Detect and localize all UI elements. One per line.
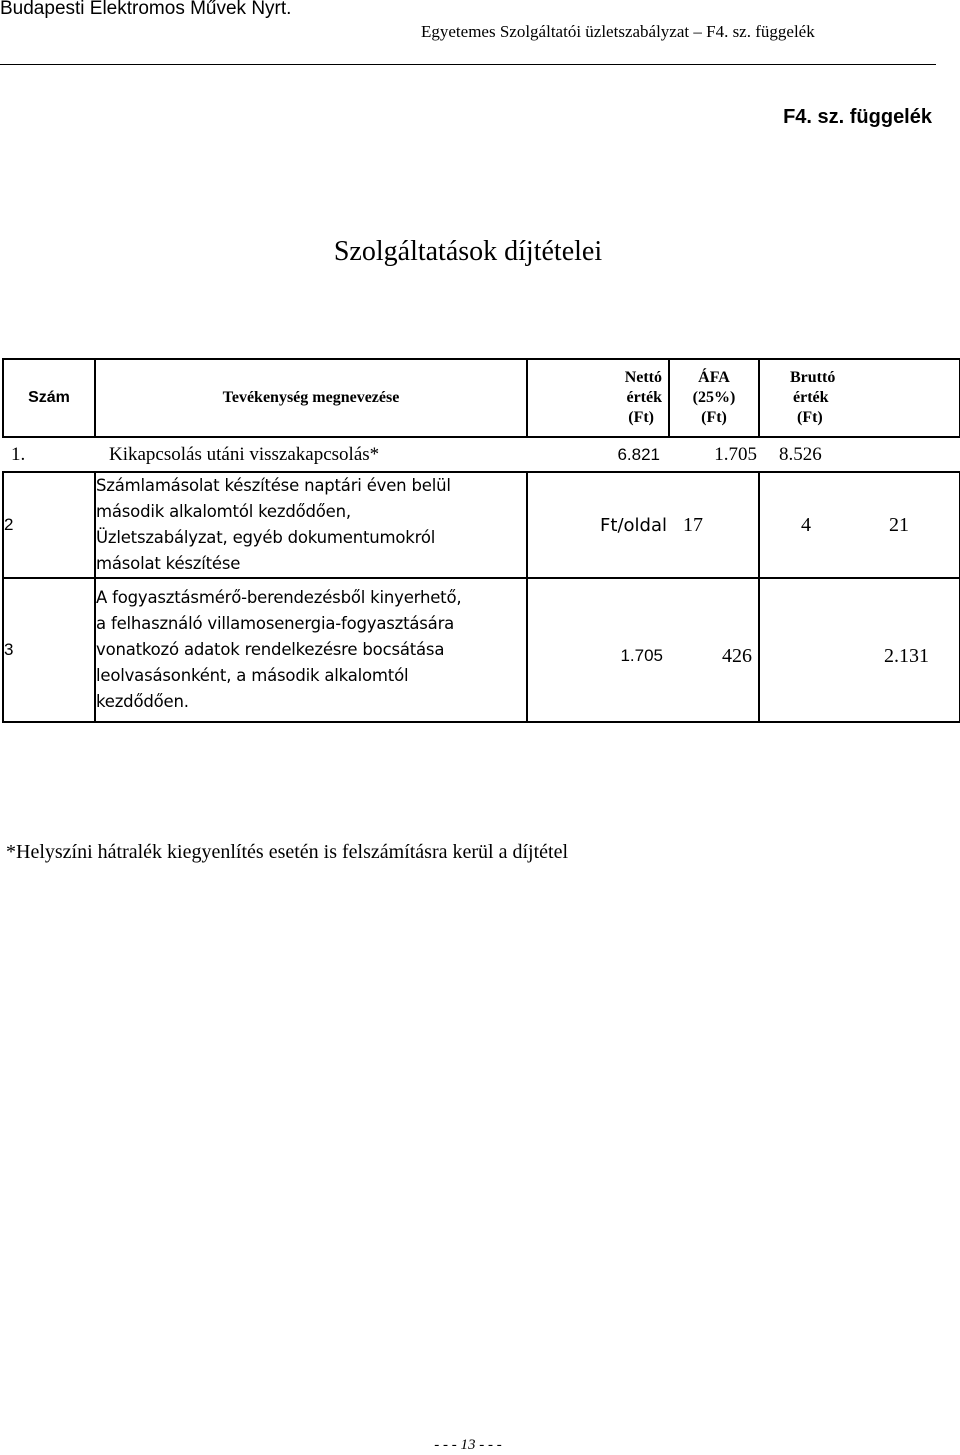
- row-net-value: 17: [669, 472, 759, 578]
- row-activity-line: Üzletszabályzat, egyéb dokumentumokról: [96, 528, 436, 547]
- header-net-line: (Ft): [628, 409, 654, 426]
- row-number: 3: [3, 578, 95, 722]
- row-unit: Ft/oldal: [527, 472, 669, 578]
- page-number: - - - 13 - - -: [434, 1437, 502, 1453]
- row-activity-line: második alkalomtól kezdődően,: [96, 502, 351, 521]
- table-header-row: [3, 359, 960, 437]
- appendix-label: F4. sz. függelék: [783, 106, 932, 128]
- table-row: [3, 578, 960, 722]
- row-gross-value: 21: [889, 513, 909, 536]
- page-title: Szolgáltatások díjtételei: [333, 236, 603, 267]
- table-row: [3, 472, 960, 578]
- row-vat-value: 1.705: [714, 443, 757, 465]
- header-divider: [0, 64, 936, 65]
- row-activity-line: Számlamásolat készítése naptári éven belül: [96, 476, 451, 495]
- row-activity-line: A fogyasztásmérő-berendezésből kinyerhető,: [96, 588, 462, 607]
- footnote: *Helyszíni hátralék kiegyenlítés esetén is felszámításra kerül a díjtétel: [6, 841, 569, 863]
- fees-table: [2, 358, 960, 723]
- header-activity: Tevékenység megnevezése: [95, 359, 527, 437]
- row-activity-line: másolat készítése: [96, 554, 241, 573]
- row-vat-value: 4: [801, 513, 811, 536]
- header-company: Budapesti Elektromos Művek Nyrt.: [0, 0, 292, 19]
- header-vat-line: ÁFA: [698, 369, 730, 386]
- header-net: [527, 359, 669, 437]
- row-net-value: 6.821: [617, 444, 660, 464]
- row-activity-line: vonatkozó adatok rendelkezésre bocsátása: [96, 640, 445, 659]
- header-vat-line: (25%): [692, 389, 736, 406]
- row-gross-value: 8.526: [779, 443, 822, 465]
- row-number: 1.: [11, 443, 26, 465]
- header-gross-line: érték: [793, 389, 829, 406]
- header-gross-line: Bruttó: [790, 369, 836, 386]
- row-vat-gross-values: [759, 472, 960, 578]
- row-activity: [95, 472, 527, 578]
- row-activity-line: kezdődően.: [96, 692, 189, 711]
- row-net-value: 1.705: [527, 578, 669, 722]
- row-number: 2: [3, 472, 95, 578]
- header-net-line: érték: [626, 389, 662, 406]
- row-activity-line: leolvasásonként, a második alkalomtól: [96, 666, 409, 685]
- table-row: [3, 437, 960, 472]
- header-vat-line: (Ft): [701, 409, 727, 426]
- row-activity: Kikapcsolás utáni visszakapcsolás*: [109, 443, 380, 465]
- header-gross-line: (Ft): [797, 409, 823, 426]
- header-document-title: Egyetemes Szolgáltatói üzletszabályzat – F4. sz. függelék: [421, 22, 815, 41]
- row-gross-value: 2.131: [759, 578, 960, 722]
- header-gross: [759, 359, 960, 437]
- row-vat-value: 426: [669, 578, 759, 722]
- header-vat: [669, 359, 759, 437]
- header-number: Szám: [3, 359, 95, 437]
- row-activity-line: a felhasználó villamosenergia-fogyasztására: [96, 614, 455, 633]
- header-net-line: Nettó: [624, 369, 662, 386]
- row-activity: [95, 578, 527, 722]
